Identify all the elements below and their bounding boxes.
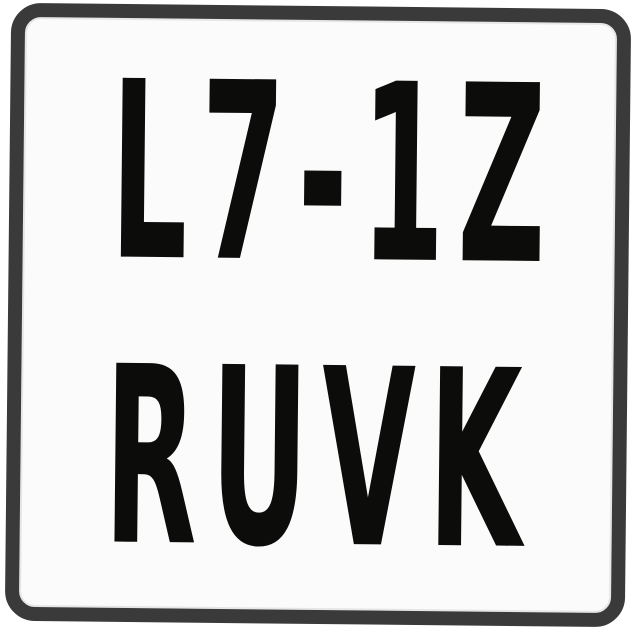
- plate-line-1-text: L7-1Z: [109, 28, 561, 320]
- plate-line-2-text: RUVK: [102, 313, 537, 605]
- plate-line-1: [23, 28, 617, 320]
- plate-line-2: [20, 313, 614, 605]
- license-plate: [5, 3, 631, 627]
